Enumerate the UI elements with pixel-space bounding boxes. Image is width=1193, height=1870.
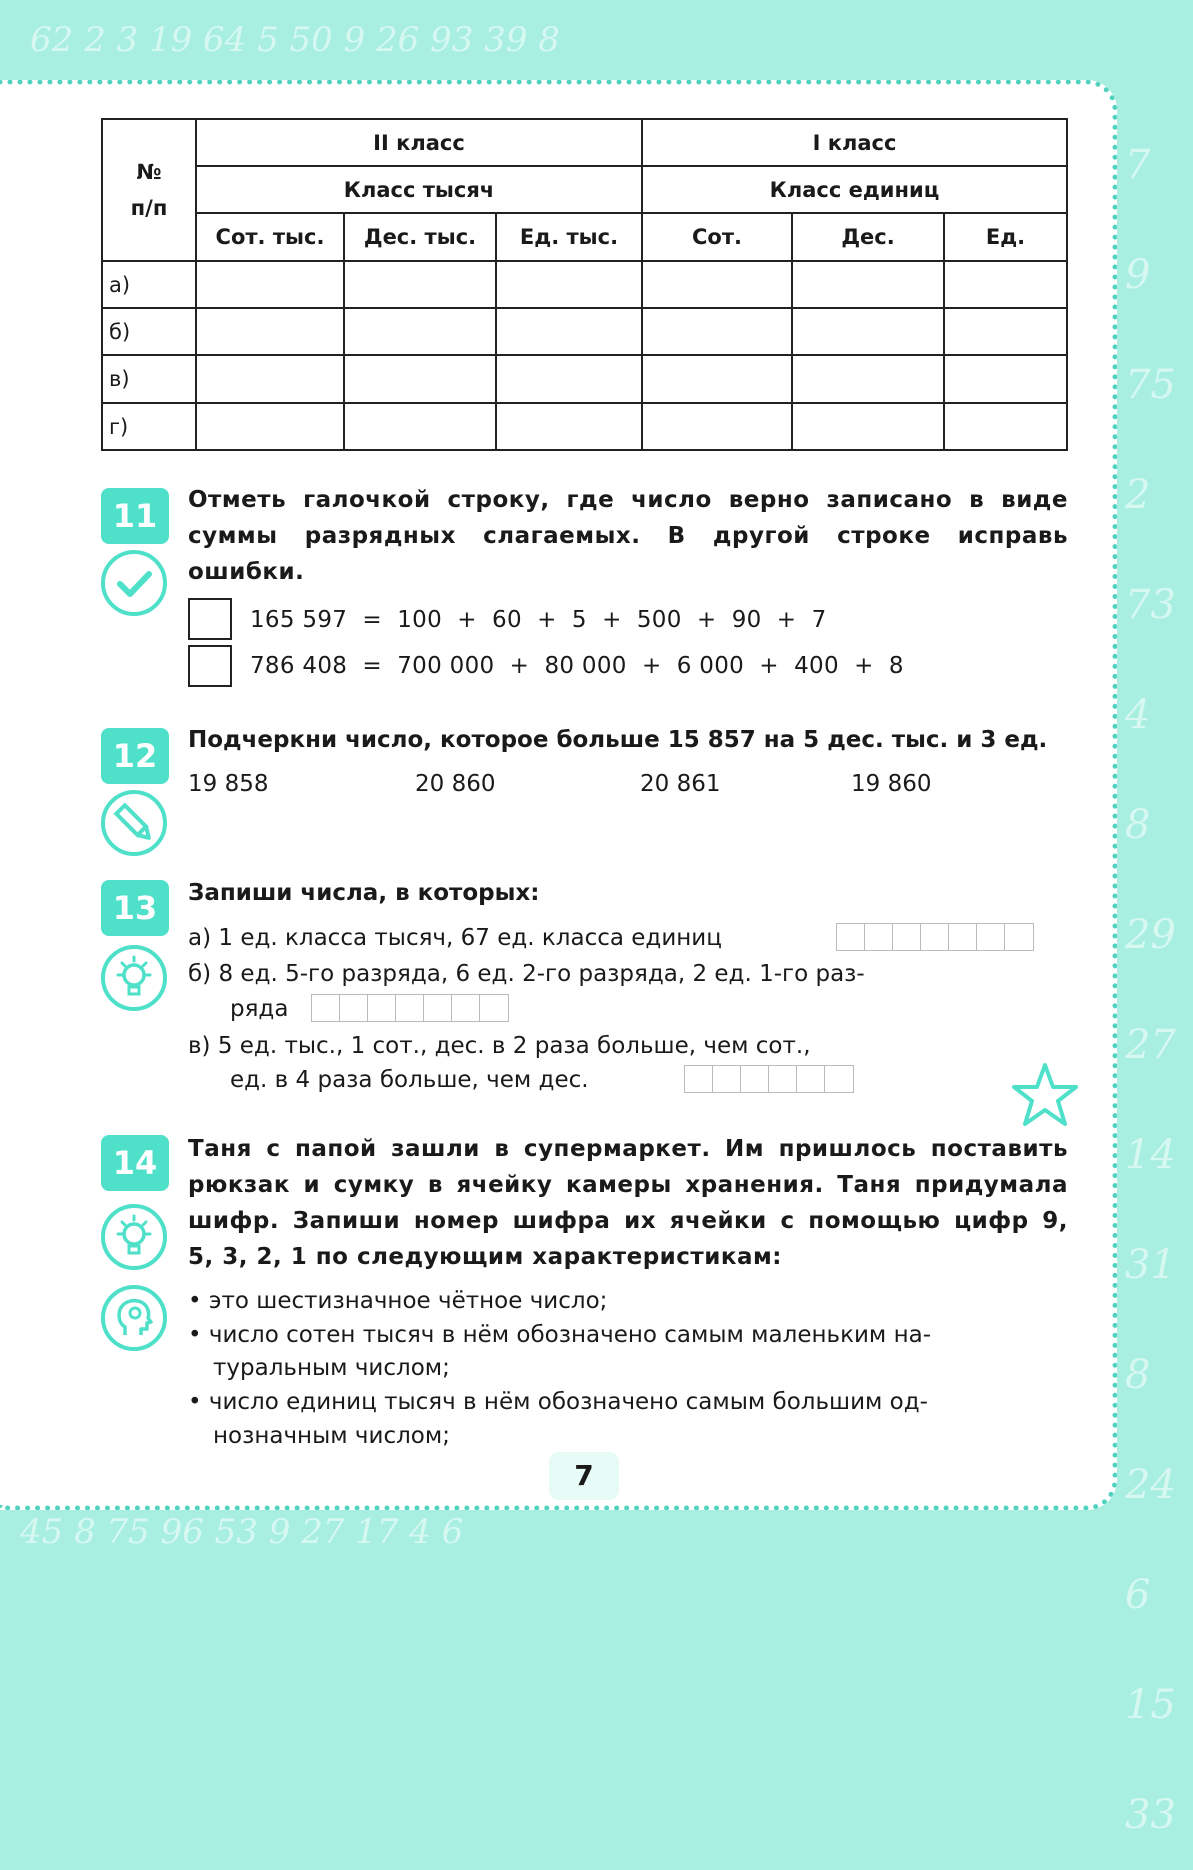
answer-cell[interactable] [642, 355, 792, 403]
background-decoration-side: 7 9 75 2 73 4 8 29 27 14 31 8 24 6 15 33 [1125, 142, 1176, 1838]
col-header: Ед. [944, 213, 1067, 261]
answer-cell[interactable] [344, 403, 496, 450]
answer-cell[interactable] [496, 308, 642, 355]
answer-cell[interactable] [196, 403, 344, 450]
answer-cell[interactable] [496, 261, 642, 308]
table-row [102, 261, 1067, 308]
answer-cell[interactable] [196, 308, 344, 355]
background-decoration: 62 2 3 19 64 5 50 9 26 93 39 8 [30, 20, 560, 60]
row-label: г) [102, 403, 196, 450]
answer-cell[interactable] [642, 261, 792, 308]
answer-cell[interactable] [344, 308, 496, 355]
option-number[interactable]: 20 860 [415, 771, 496, 797]
task14-line: шифр. Запиши номер шифра их ячейки с помощью цифр 9, [188, 1208, 1068, 1234]
option-number[interactable]: 19 858 [188, 771, 269, 797]
answer-cell[interactable] [196, 355, 344, 403]
checkbox-row2[interactable] [188, 645, 232, 687]
task12-text: Подчеркни число, которое больше 15 857 на 5 дес. тыс. и 3 ед. [188, 727, 1048, 753]
table-row [102, 308, 1067, 355]
answer-cell[interactable] [944, 261, 1067, 308]
task14-text [188, 1131, 1068, 1275]
option-number[interactable]: 20 861 [640, 771, 721, 797]
task-number-12: 12 [101, 728, 169, 784]
lightbulb-icon [101, 1204, 167, 1270]
answer-cells-c[interactable] [684, 1065, 854, 1093]
table-row [102, 355, 1067, 403]
checkmark-icon [101, 550, 167, 616]
answer-cell[interactable] [792, 403, 944, 450]
task11-text [188, 482, 1068, 590]
task14-bullet: • число единиц тысяч в нём обозначено самым большим од- [188, 1389, 928, 1415]
answer-cell[interactable] [792, 261, 944, 308]
background-decoration-bottom: 45 8 75 96 53 9 27 17 4 6 [20, 1512, 464, 1552]
answer-cell[interactable] [792, 355, 944, 403]
answer-cells-b[interactable] [311, 994, 509, 1022]
task13-item-b: б) 8 ед. 5-го разряда, 6 ед. 2-го разряда, 2 ед. 1-го раз- [188, 961, 865, 987]
equation-row1: 165 597 = 100 + 60 + 5 + 500 + 90 + 7 [250, 607, 827, 633]
task14-bullet-cont: туральным числом; [213, 1355, 450, 1381]
col-header: Дес. тыс. [344, 213, 496, 261]
task11-line: суммы разрядных слагаемых. В другой строке исправь [188, 523, 1068, 549]
answer-cell[interactable] [344, 261, 496, 308]
task14-line: рюкзак и сумку в ячейку камеры хранения. Таня придумала [188, 1172, 1068, 1198]
answer-cell[interactable] [344, 355, 496, 403]
answer-cell[interactable] [944, 308, 1067, 355]
table-header-number: № п/п [102, 119, 196, 261]
col-header: Сот. [642, 213, 792, 261]
row-label: в) [102, 355, 196, 403]
row-label: б) [102, 308, 196, 355]
task-number-11: 11 [101, 488, 169, 544]
task13-item-b-cont: ряда [230, 996, 289, 1022]
pencil-icon [101, 790, 167, 856]
answer-cell[interactable] [496, 355, 642, 403]
answer-cell[interactable] [196, 261, 344, 308]
row-label: а) [102, 261, 196, 308]
table-header-class1: I класс [642, 119, 1067, 166]
task-number-14: 14 [101, 1135, 169, 1191]
answer-cell[interactable] [944, 355, 1067, 403]
table-header-class2: II класс [196, 119, 642, 166]
table-row [102, 403, 1067, 450]
task14-bullet: • число сотен тысяч в нём обозначено самым маленьким на- [188, 1322, 931, 1348]
star-icon [1010, 1062, 1080, 1128]
task13-item-c-cont: ед. в 4 раза больше, чем дес. [230, 1067, 589, 1093]
option-number[interactable]: 19 860 [851, 771, 932, 797]
col-header: Сот. тыс. [196, 213, 344, 261]
table-header-thousands: Класс тысяч [196, 166, 642, 213]
task14-bullet: • это шестизначное чётное число; [188, 1288, 608, 1314]
place-value-table [101, 118, 1068, 451]
answer-cell[interactable] [496, 403, 642, 450]
task14-line: Таня с папой зашли в супермаркет. Им пришлось поставить [188, 1136, 1068, 1162]
task13-item-c: в) 5 ед. тыс., 1 сот., дес. в 2 раза больше, чем сот., [188, 1033, 811, 1059]
col-header: Дес. [792, 213, 944, 261]
answer-cell[interactable] [642, 403, 792, 450]
page-number: 7 [549, 1452, 619, 1500]
head-gear-icon [101, 1285, 167, 1351]
task14-bullet-cont: нозначным числом; [213, 1423, 450, 1449]
col-header: Ед. тыс. [496, 213, 642, 261]
task11-line: ошибки. [188, 559, 305, 585]
task-number-13: 13 [101, 880, 169, 936]
lightbulb-icon [101, 945, 167, 1011]
task11-line: Отметь галочкой строку, где число верно записано в виде [188, 487, 1068, 513]
task14-line: 5, 3, 2, 1 по следующим характеристикам: [188, 1244, 782, 1270]
table-header-units: Класс единиц [642, 166, 1067, 213]
answer-cell[interactable] [944, 403, 1067, 450]
equation-row2: 786 408 = 700 000 + 80 000 + 6 000 + 400 + 8 [250, 653, 904, 679]
answer-cells-a[interactable] [836, 923, 1034, 951]
answer-cell[interactable] [792, 308, 944, 355]
answer-cell[interactable] [642, 308, 792, 355]
checkbox-row1[interactable] [188, 598, 232, 640]
task13-item-a: а) 1 ед. класса тысяч, 67 ед. класса единиц [188, 925, 722, 951]
task13-text: Запиши числа, в которых: [188, 880, 540, 906]
